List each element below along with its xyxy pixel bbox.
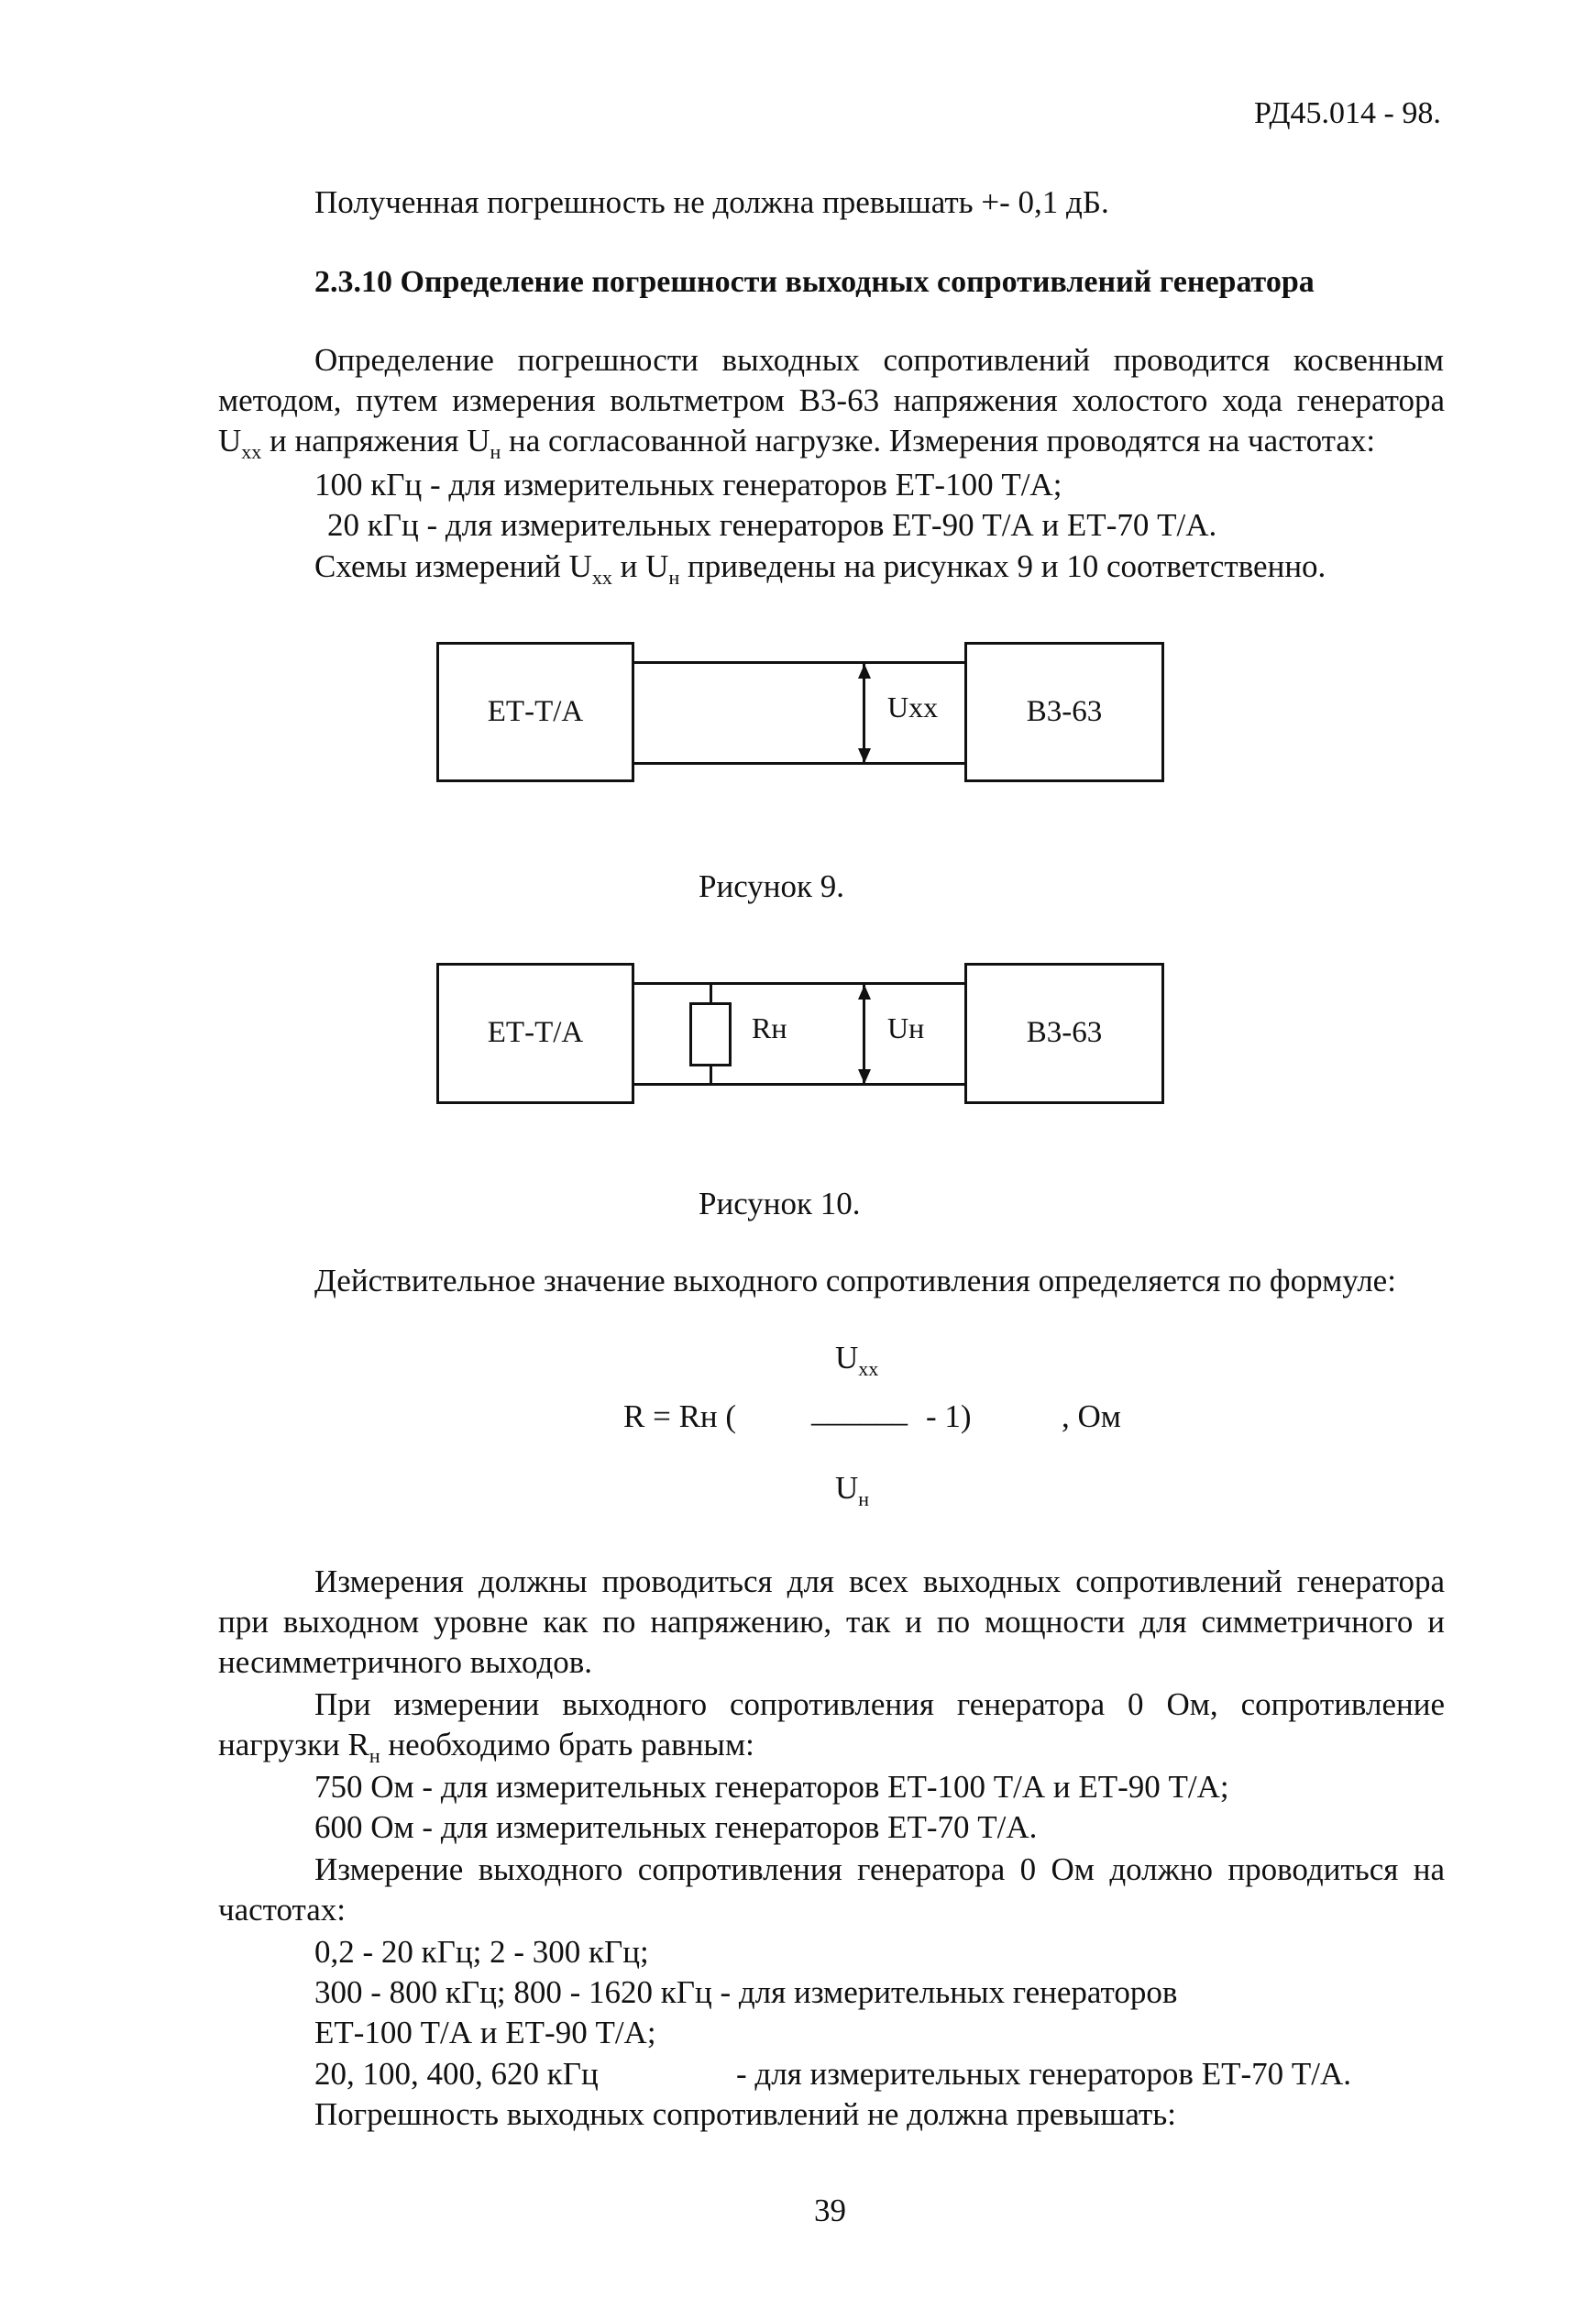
- load-item: 750 Ом - для измерительных генераторов ЕТ-100 Т/А и ЕТ-90 Т/А;: [314, 1769, 1229, 1805]
- schemes-line: [314, 547, 1326, 589]
- fig9-top-wire: [633, 661, 966, 664]
- para3-subscript: н: [369, 1744, 380, 1767]
- doc-number: РД45.014 - 98.: [1254, 96, 1441, 130]
- para1-line1: Определение погрешности выходных сопротивлений проводится косвенным: [314, 342, 1444, 378]
- para4-line1: Измерение выходного сопротивления генератора 0 Ом должно проводиться на: [314, 1851, 1445, 1887]
- fig10-bottom-wire: [633, 1083, 966, 1086]
- final-line: Погрешность выходных сопротивлений не должна превышать:: [314, 2096, 1176, 2132]
- zero-freq-line4-left: 20, 100, 400, 620 кГц: [314, 2056, 599, 2092]
- schemes-end: приведены на рисунках 9 и 10 соответственно.: [679, 548, 1326, 584]
- formula-denominator: [835, 1469, 869, 1508]
- fig10-arrowheads: [853, 983, 876, 1086]
- u-xx-subscript: хх: [241, 440, 262, 463]
- fig10-generator-box: ЕТ-Т/А: [436, 963, 634, 1104]
- schemes-mid: и U: [611, 548, 669, 584]
- denominator-sub: н: [858, 1487, 870, 1510]
- freq-item: 20 кГц - для измерительных генераторов ЕТ-90 Т/А и ЕТ-70 Т/А.: [327, 507, 1217, 543]
- para1-line3-end: на согласованной нагрузке. Измерения проводятся на частотах:: [501, 423, 1376, 458]
- fig9-arrow-down: [858, 748, 871, 763]
- para3-line2-start: нагрузки R: [218, 1727, 369, 1762]
- zero-freq-line4-right: - для измерительных генераторов ЕТ-70 Т/А.: [736, 2056, 1351, 2092]
- para1-line2: методом, путем измерения вольтметром В3-63 напряжения холостого хода генератора: [218, 382, 1445, 418]
- para1-line3: [218, 422, 1376, 463]
- fig10-resistor-label: Rн: [752, 1011, 787, 1044]
- para3-line1: При измерении выходного сопротивления генератора 0 Ом, сопротивление: [314, 1686, 1445, 1722]
- fig9-voltmeter-box: В3-63: [964, 642, 1164, 782]
- denominator-u: U: [835, 1470, 859, 1506]
- intro-text: Полученная погрешность не должна превышать +- 0,1 дБ.: [314, 184, 1109, 220]
- formula-numerator: [835, 1339, 879, 1380]
- fig9-voltage-label: Uхх: [887, 691, 939, 724]
- load-item: 600 Ом - для измерительных генераторов ЕТ-70 Т/А.: [314, 1809, 1038, 1845]
- fig10-voltmeter-box: В3-63: [964, 963, 1164, 1104]
- fig10-arrow-up: [858, 985, 871, 1000]
- freq-item: 100 кГц - для измерительных генераторов ЕТ-100 Т/А;: [314, 467, 1062, 503]
- formula-intro: Действительное значение выходного сопротивления определяется по формуле:: [314, 1263, 1396, 1298]
- para2-line1: Измерения должны проводиться для всех выходных сопротивлений генератора: [314, 1563, 1445, 1599]
- schemes-n-sub: н: [668, 566, 680, 589]
- u-n-subscript: н: [490, 440, 501, 463]
- fig9-arrow-up: [858, 664, 871, 679]
- para2-line3: несимметричного выходов.: [218, 1644, 593, 1680]
- fig10-resistor: [689, 1002, 732, 1066]
- formula-fraction-line: ______: [811, 1393, 908, 1429]
- u-symbol: U: [218, 423, 242, 458]
- schemes-start: Схемы измерений U: [314, 548, 592, 584]
- para1-line3-mid: и напряжения U: [261, 423, 490, 458]
- formula-rhs: - 1): [926, 1398, 972, 1434]
- zero-freq-line1: 0,2 - 20 кГц; 2 - 300 кГц;: [314, 1934, 649, 1970]
- formula-lhs: R = Rн (: [623, 1398, 737, 1434]
- para2-line2: при выходном уровне как по напряжению, так и по мощности для симметричного и: [218, 1604, 1445, 1640]
- para3-line2: [218, 1726, 754, 1767]
- zero-freq-line3: ЕТ-100 Т/А и ЕТ-90 Т/А;: [314, 2015, 656, 2050]
- fig9-arrowheads: [853, 662, 876, 765]
- fig10-voltage-label: Uн: [887, 1011, 925, 1044]
- fig10-top-wire: [633, 982, 966, 985]
- section-title: 2.3.10 Определение погрешности выходных сопротивлений генератора: [314, 265, 1315, 299]
- numerator-u: U: [835, 1340, 859, 1375]
- fig10-arrow-down: [858, 1069, 871, 1084]
- schemes-xx-sub: хх: [591, 566, 612, 589]
- fig9-bottom-wire: [633, 762, 966, 765]
- formula-unit: , Ом: [1062, 1398, 1121, 1434]
- fig9-generator-box: ЕТ-Т/А: [436, 642, 634, 782]
- para3-line2-end: необходимо брать равным:: [380, 1727, 754, 1762]
- numerator-sub: хх: [858, 1357, 879, 1380]
- page-number: 39: [814, 2193, 846, 2228]
- fig9-caption: Рисунок 9.: [699, 868, 845, 904]
- fig10-caption: Рисунок 10.: [699, 1186, 861, 1221]
- zero-freq-line2: 300 - 800 кГц; 800 - 1620 кГц - для измерительных генераторов: [314, 1974, 1178, 2010]
- para4-line2: частотах:: [218, 1892, 347, 1928]
